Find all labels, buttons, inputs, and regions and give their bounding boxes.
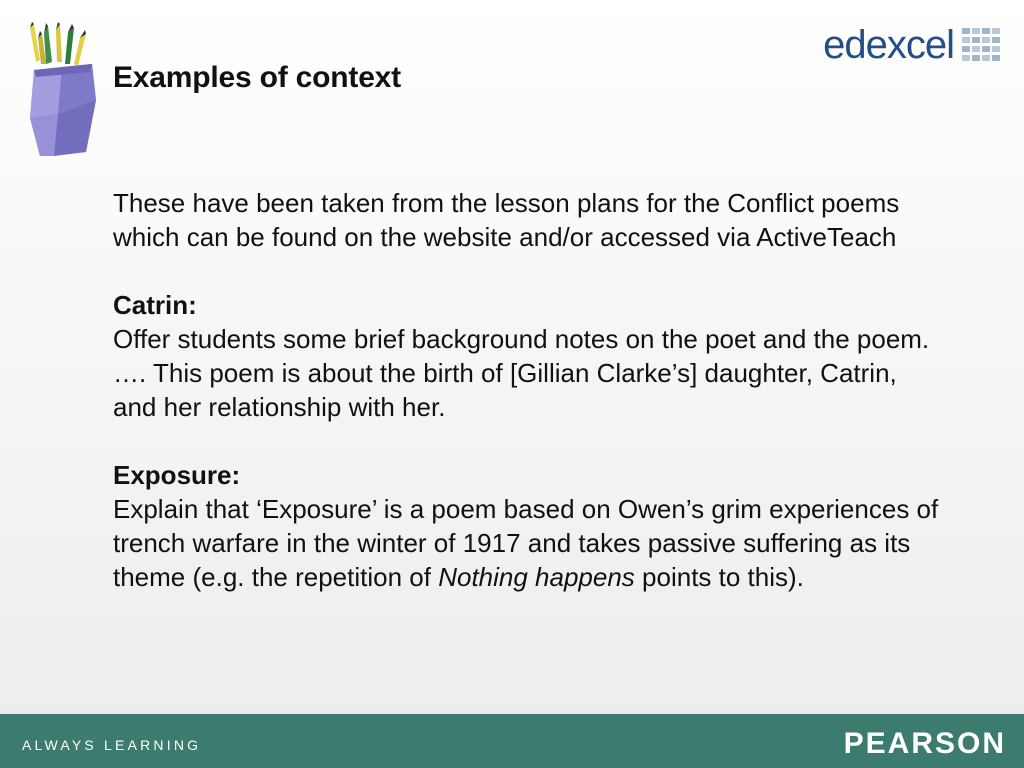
exposure-italic-quote: Nothing happens (438, 562, 635, 592)
catrin-paragraph: Offer students some brief background notes on the poet and the poem. …. This poem is about the birth of [Gillian Clarke’s] daughter, Catrin, and her relationship with her. (113, 324, 930, 422)
exposure-text: Explain that ‘Exposure’ is a poem based on Owen’s grim experiences of trench warfare in the winter of 1917 and takes passive suffering as its theme (e.g. the repetition of (113, 494, 939, 592)
body-text (113, 186, 943, 594)
footer-bar (0, 714, 1024, 768)
exposure-text-end: points to this). (634, 562, 804, 592)
pearson-logo: PEARSON (843, 727, 1006, 760)
catrin-heading: Catrin: (113, 290, 197, 320)
pencil-cup-icon (24, 22, 104, 162)
footer-tagline: ALWAYS LEARNING (22, 737, 202, 753)
edexcel-grid-icon (962, 28, 1002, 62)
exposure-paragraph (113, 492, 943, 594)
exposure-heading: Exposure: (113, 460, 241, 490)
logo-text: edexcel (823, 23, 954, 67)
intro-paragraph: These have been taken from the lesson plans for the Conflict poems which can be found on the website and/or accessed via ActiveTeach (113, 188, 900, 252)
page-title: Examples of context (113, 61, 401, 94)
edexcel-logo (823, 24, 1002, 66)
